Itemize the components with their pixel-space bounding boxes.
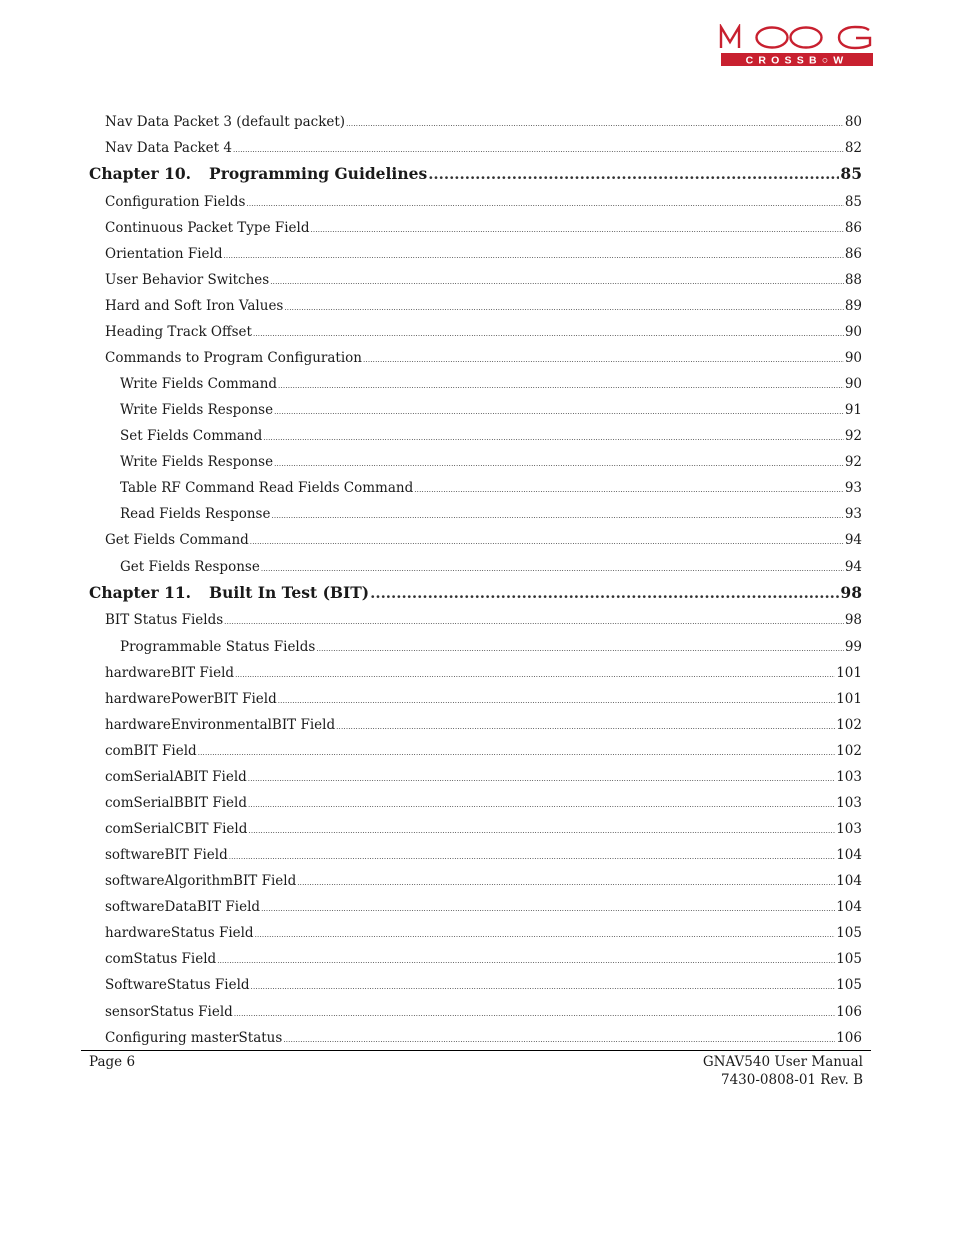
toc-entry-label: comSerialCBIT Field bbox=[105, 821, 248, 837]
svg-text:CROSSB○W: CROSSB○W bbox=[745, 54, 849, 67]
toc-entry-label: sensorStatus Field bbox=[105, 1004, 233, 1020]
dot-leader bbox=[274, 455, 844, 473]
dot-leader bbox=[297, 874, 835, 892]
toc-entry-label: User Behavior Switches bbox=[105, 272, 270, 288]
toc-entry[interactable] bbox=[105, 820, 862, 840]
toc-entry[interactable] bbox=[120, 375, 862, 395]
dot-leader bbox=[248, 822, 835, 840]
toc-entry-page: 104 bbox=[836, 847, 862, 863]
dot-leader bbox=[248, 796, 835, 814]
toc-entry-page: 91 bbox=[844, 402, 862, 418]
toc-entry[interactable] bbox=[105, 716, 862, 736]
dot-leader bbox=[246, 195, 843, 213]
dot-leader bbox=[414, 481, 844, 499]
toc-entry-label: Write Fields Response bbox=[120, 454, 274, 470]
toc-entry-page: 103 bbox=[836, 769, 862, 785]
dot-leader bbox=[251, 978, 836, 996]
toc-entry-label: Orientation Field bbox=[105, 246, 223, 262]
toc-entry-page: 90 bbox=[844, 324, 862, 340]
chapter-title: Built In Test (BIT) bbox=[209, 583, 370, 602]
toc-entry-label: comBIT Field bbox=[105, 743, 197, 759]
chapter-number: Chapter 10. bbox=[89, 164, 192, 183]
dot-leader bbox=[270, 273, 844, 291]
dot-leader bbox=[248, 770, 835, 788]
toc-entry[interactable] bbox=[120, 479, 862, 499]
dot-leader bbox=[234, 1005, 835, 1023]
chapter-heading bbox=[89, 583, 369, 603]
dot-leader bbox=[250, 533, 844, 551]
toc-entry-page: 105 bbox=[836, 951, 862, 967]
toc-entry-page: 105 bbox=[836, 977, 862, 993]
toc-entry-label: Set Fields Command bbox=[120, 428, 263, 444]
dot-leader bbox=[217, 952, 835, 970]
toc-entry[interactable] bbox=[105, 690, 862, 710]
toc-entry-page: 102 bbox=[836, 717, 862, 733]
toc-entry-label: Nav Data Packet 3 (default packet) bbox=[105, 114, 346, 130]
toc-entry[interactable] bbox=[120, 401, 862, 421]
chapter-number: Chapter 11. bbox=[89, 583, 192, 602]
toc-entry-page: 101 bbox=[836, 691, 862, 707]
toc-entry[interactable] bbox=[105, 768, 862, 788]
toc-entry-page: 103 bbox=[836, 795, 862, 811]
toc-entry[interactable] bbox=[105, 898, 862, 918]
dot-leader bbox=[229, 848, 836, 866]
toc-entry-page: 98 bbox=[840, 583, 862, 602]
toc-entry-label: Continuous Packet Type Field bbox=[105, 220, 310, 236]
toc-entry[interactable] bbox=[120, 638, 862, 658]
dot-leader bbox=[235, 666, 835, 684]
dot-leader bbox=[283, 1031, 835, 1049]
dot-leader bbox=[253, 325, 844, 343]
toc-entry-page: 106 bbox=[836, 1004, 862, 1020]
footer-manual-title: GNAV540 User Manual bbox=[702, 1054, 863, 1070]
toc-entry-page: 80 bbox=[844, 114, 862, 130]
toc-entry-page: 101 bbox=[836, 665, 862, 681]
toc-entry[interactable] bbox=[105, 924, 862, 944]
toc-entry[interactable] bbox=[105, 742, 862, 762]
chapter-title: Programming Guidelines bbox=[209, 164, 428, 183]
dot-leader bbox=[261, 560, 844, 578]
dot-leader bbox=[310, 221, 843, 239]
toc-entry[interactable] bbox=[105, 794, 862, 814]
toc-entry-page: 106 bbox=[836, 1030, 862, 1046]
toc-chapter-entry[interactable] bbox=[89, 583, 862, 603]
dot-leader bbox=[263, 429, 844, 447]
toc-entry[interactable] bbox=[120, 558, 862, 578]
toc-entry[interactable] bbox=[105, 271, 862, 291]
toc-entry-page: 88 bbox=[844, 272, 862, 288]
toc-entry-page: 90 bbox=[844, 350, 862, 366]
toc-entry-page: 102 bbox=[836, 743, 862, 759]
toc-entry-label: Configuring masterStatus bbox=[105, 1030, 283, 1046]
dot-leader bbox=[370, 583, 839, 603]
toc-entry[interactable] bbox=[105, 531, 862, 551]
dot-leader bbox=[278, 692, 835, 710]
toc-entry-label: Programmable Status Fields bbox=[120, 639, 316, 655]
dot-leader bbox=[278, 377, 844, 395]
dot-leader bbox=[233, 141, 844, 159]
toc-entry[interactable] bbox=[105, 297, 862, 317]
toc-entry-label: hardwareBIT Field bbox=[105, 665, 235, 681]
toc-entry-label: Table RF Command Read Fields Command bbox=[120, 480, 414, 496]
moog-crossbow-logo bbox=[719, 24, 875, 68]
toc-entry-label: softwareAlgorithmBIT Field bbox=[105, 873, 297, 889]
dot-leader bbox=[224, 247, 844, 265]
toc-entry[interactable] bbox=[105, 976, 862, 996]
dot-leader bbox=[224, 613, 844, 631]
toc-entry[interactable] bbox=[105, 193, 862, 213]
toc-entry[interactable] bbox=[105, 139, 862, 159]
dot-leader bbox=[346, 115, 844, 133]
footer-doc-number: 7430-0808-01 Rev. B bbox=[721, 1072, 863, 1088]
toc-entry-page: 89 bbox=[844, 298, 862, 314]
toc-chapter-entry[interactable] bbox=[89, 164, 862, 184]
toc-entry[interactable] bbox=[105, 113, 862, 133]
toc-entry-page: 93 bbox=[844, 480, 862, 496]
toc-entry-label: comStatus Field bbox=[105, 951, 217, 967]
dot-leader bbox=[255, 926, 836, 944]
dot-leader bbox=[284, 299, 843, 317]
toc-entry-label: Hard and Soft Iron Values bbox=[105, 298, 284, 314]
toc-entry-page: 99 bbox=[844, 639, 862, 655]
toc-entry-label: Configuration Fields bbox=[105, 194, 246, 210]
toc-entry[interactable] bbox=[105, 1003, 862, 1023]
toc-entry-page: 93 bbox=[844, 506, 862, 522]
toc-entry-page: 85 bbox=[840, 164, 862, 183]
toc-entry[interactable] bbox=[105, 1029, 862, 1049]
toc-entry[interactable] bbox=[105, 219, 862, 239]
toc-entry-label: Heading Track Offset bbox=[105, 324, 252, 340]
toc-entry-page: 103 bbox=[836, 821, 862, 837]
toc-entry-label: comSerialBBIT Field bbox=[105, 795, 247, 811]
dot-leader bbox=[316, 640, 843, 658]
toc-entry[interactable] bbox=[105, 950, 862, 970]
toc-entry[interactable] bbox=[105, 846, 862, 866]
footer-page-number: Page 6 bbox=[89, 1054, 136, 1070]
toc-entry-page: 92 bbox=[844, 454, 862, 470]
dot-leader bbox=[261, 900, 835, 918]
toc-entry-label: Read Fields Response bbox=[120, 506, 271, 522]
toc-entry[interactable] bbox=[120, 453, 862, 473]
toc-entry[interactable] bbox=[105, 349, 862, 369]
footer-document-info bbox=[703, 1053, 863, 1089]
toc-entry-page: 90 bbox=[844, 376, 862, 392]
toc-entry-label: Get Fields Command bbox=[105, 532, 249, 548]
toc-entry[interactable] bbox=[105, 872, 862, 892]
toc-entry-label: Write Fields Response bbox=[120, 402, 274, 418]
toc-entry[interactable] bbox=[105, 245, 862, 265]
toc-entry-page: 94 bbox=[844, 532, 862, 548]
toc-entry-page: 104 bbox=[836, 873, 862, 889]
toc-entry[interactable] bbox=[105, 323, 862, 343]
chapter-heading bbox=[89, 164, 427, 184]
dot-leader bbox=[428, 164, 839, 184]
toc-entry-label: BIT Status Fields bbox=[105, 612, 224, 628]
toc-entry-page: 105 bbox=[836, 925, 862, 941]
dot-leader bbox=[271, 507, 843, 525]
dot-leader bbox=[363, 351, 844, 369]
dot-leader bbox=[336, 718, 835, 736]
toc-entry-page: 98 bbox=[844, 612, 862, 628]
toc-entry-label: SoftwareStatus Field bbox=[105, 977, 250, 993]
toc-entry[interactable] bbox=[105, 664, 862, 684]
toc-entry-label: Get Fields Response bbox=[120, 559, 260, 575]
toc-entry-label: softwareBIT Field bbox=[105, 847, 228, 863]
toc-entry-page: 82 bbox=[844, 140, 862, 156]
toc-entry-label: Nav Data Packet 4 bbox=[105, 140, 232, 156]
dot-leader bbox=[274, 403, 844, 421]
toc-entry-page: 104 bbox=[836, 899, 862, 915]
toc-entry[interactable] bbox=[105, 611, 862, 631]
toc-entry-page: 86 bbox=[844, 220, 862, 236]
toc-entry-page: 94 bbox=[844, 559, 862, 575]
toc-entry-label: Write Fields Command bbox=[120, 376, 278, 392]
toc-entry-label: hardwareStatus Field bbox=[105, 925, 254, 941]
toc-entry-label: Commands to Program Configuration bbox=[105, 350, 362, 366]
toc-entry-label: hardwarePowerBIT Field bbox=[105, 691, 277, 707]
dot-leader bbox=[198, 744, 836, 762]
toc-entry-page: 86 bbox=[844, 246, 862, 262]
toc-entry[interactable] bbox=[120, 427, 862, 447]
toc-entry-label: comSerialABIT Field bbox=[105, 769, 247, 785]
toc-entry[interactable] bbox=[120, 505, 862, 525]
toc-entry-page: 92 bbox=[844, 428, 862, 444]
toc-entry-label: softwareDataBIT Field bbox=[105, 899, 261, 915]
footer-divider bbox=[81, 1050, 871, 1051]
toc-entry-label: hardwareEnvironmentalBIT Field bbox=[105, 717, 336, 733]
toc-entry-page: 85 bbox=[844, 194, 862, 210]
